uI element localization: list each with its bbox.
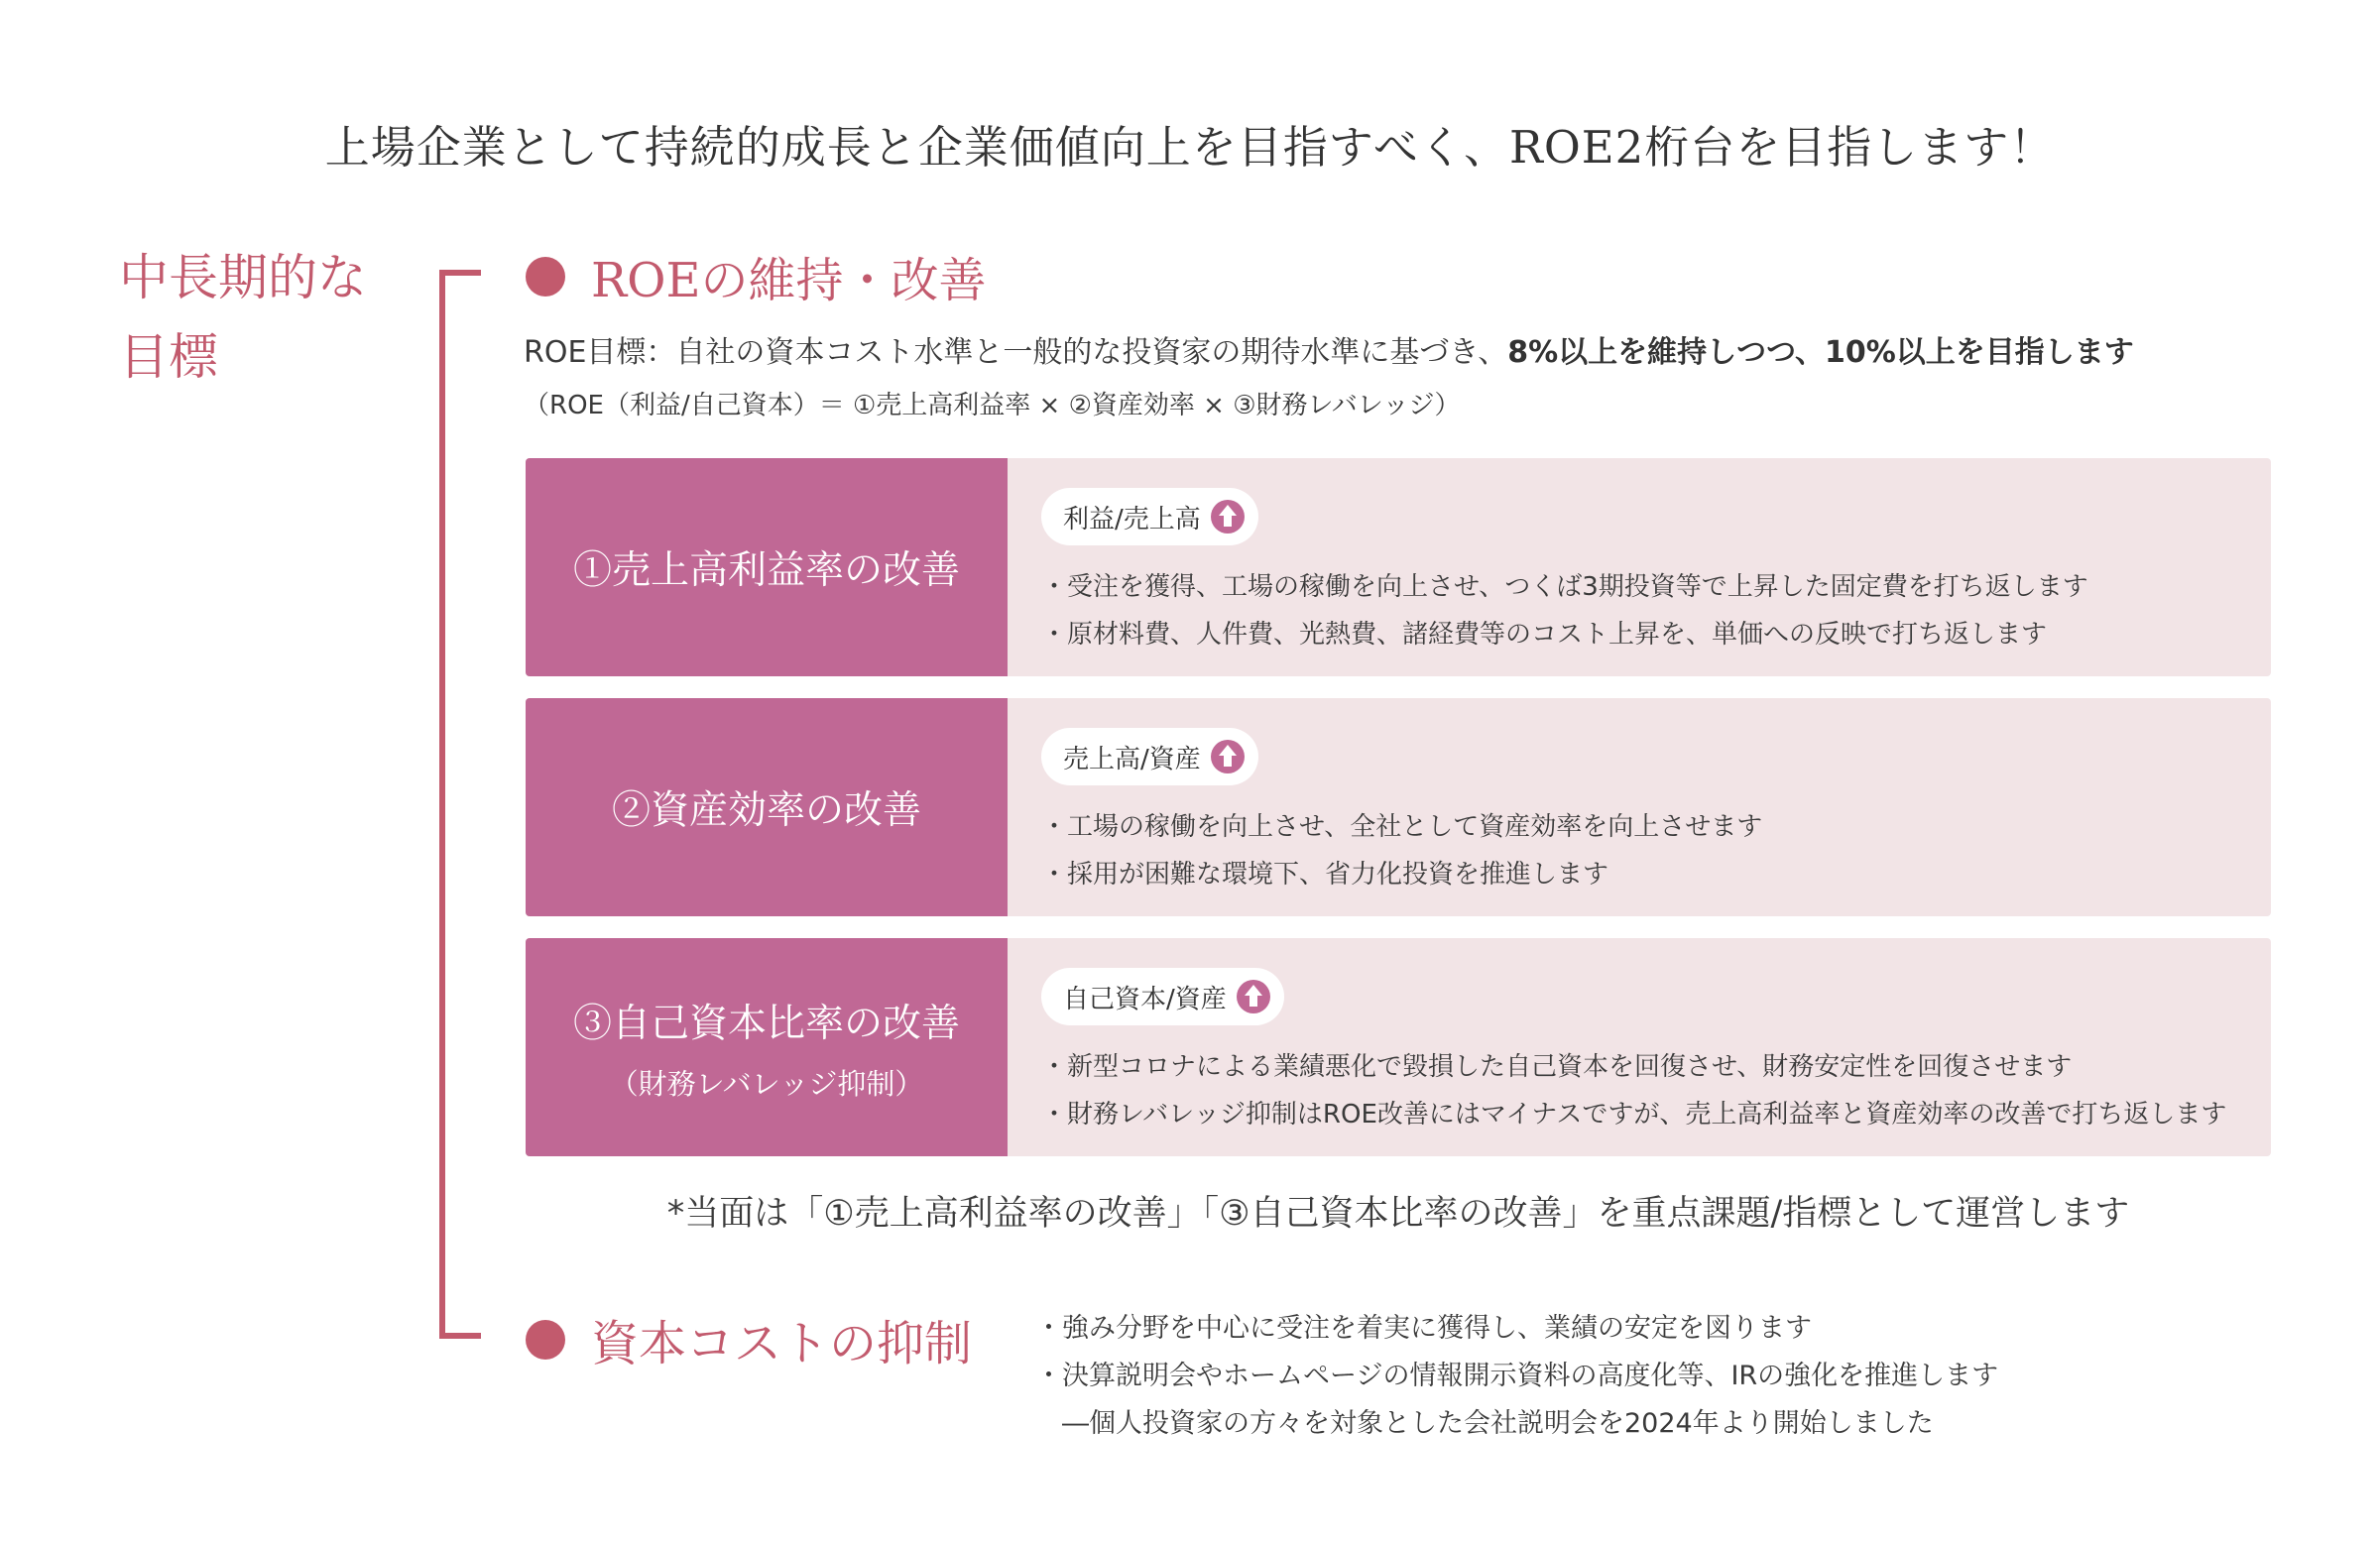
card-3-title-panel — [526, 938, 1008, 1156]
bracket-top-tick — [439, 270, 481, 276]
card-2-metric-badge — [1041, 728, 1258, 785]
roe-goal-text — [524, 327, 2134, 371]
card-1-bullets — [1041, 563, 2088, 658]
card-3-title: ③自己資本比率の改善 — [572, 1001, 960, 1046]
roe-goal-prefix: ROE目標：自社の資本コスト水準と一般的な投資家の期待水準に基づき、 — [524, 335, 1508, 370]
card-2-bullets — [1041, 803, 1762, 898]
improvement-card-1 — [526, 458, 2271, 676]
card-1-metric-badge — [1041, 488, 1258, 545]
arrow-up-circle-icon — [1211, 740, 1245, 774]
list-item: ・受注を獲得、工場の稼働を向上させ、つくば3期投資等で上昇した固定費を打ち返します — [1041, 572, 2088, 602]
card-1-title: ①売上高利益率の改善 — [572, 548, 960, 593]
card-2-title-panel — [526, 698, 1008, 916]
bullet-dot-icon — [526, 257, 565, 297]
card-1-title-panel — [526, 458, 1008, 676]
section-roe-title: ROEの維持・改善 — [591, 253, 987, 308]
card-2-title: ②資産効率の改善 — [611, 788, 921, 833]
card-3-subtitle: （財務レバレッジ抑制） — [609, 1066, 924, 1101]
list-item: ・工場の稼働を向上させ、全社として資産効率を向上させます — [1041, 812, 1763, 842]
arrow-up-circle-icon — [1211, 500, 1245, 534]
left-label-line-2: 目標 — [119, 328, 218, 386]
card-3-metric-badge — [1041, 968, 1284, 1025]
card-2-metric-label: 売上高/資産 — [1063, 744, 1201, 774]
roe-goal-bold: 8%以上を維持しつつ、10%以上を目指します — [1507, 335, 2134, 370]
left-label-line-1: 中長期的な — [119, 249, 367, 306]
list-item: ・強み分野を中心に受注を着実に獲得し、業績の安定を図ります — [1035, 1313, 1812, 1344]
list-item: ―個人投資家の方々を対象とした会社説明会を2024年より開始しました — [1035, 1408, 1934, 1439]
roe-formula: （ROE（利益/自己資本）＝ ①売上高利益率 × ②資産効率 × ③財務レバレッジ） — [524, 391, 1461, 420]
list-item: ・決算説明会やホームページの情報開示資料の高度化等、IRの強化を推進します — [1035, 1361, 1999, 1391]
list-item: ・原材料費、人件費、光熱費、諸経費等のコスト上昇を、単価への反映で打ち返します — [1041, 620, 2048, 650]
section-cost-title: 資本コストの抑制 — [591, 1316, 973, 1371]
list-item: ・新型コロナによる業績悪化で毀損した自己資本を回復させ、財務安定性を回復させます — [1041, 1052, 2073, 1082]
card-1-metric-label: 利益/売上高 — [1063, 504, 1201, 535]
card-3-bullets — [1041, 1043, 2226, 1138]
list-item: ・採用が困難な環境下、省力化投資を推進します — [1041, 860, 1609, 890]
section-cost-heading — [526, 1305, 972, 1373]
priority-note: *当面は「①売上高利益率の改善」「③自己資本比率の改善」を重点課題/指標として運営します — [666, 1194, 2130, 1234]
improvement-card-2 — [526, 698, 2271, 916]
card-3-metric-label: 自己資本/資産 — [1063, 984, 1227, 1014]
headline: 上場企業として持続的成長と企業価値向上を目指すべく、ROE2桁台を目指します！ — [324, 121, 2056, 174]
bracket-bottom-tick — [439, 1333, 481, 1339]
list-item: ・財務レバレッジ抑制はROE改善にはマイナスですが、売上高利益率と資産効率の改善で打ち返します — [1041, 1100, 2227, 1130]
bullet-dot-icon — [526, 1320, 565, 1360]
bracket-vertical-line — [439, 270, 445, 1339]
arrow-up-circle-icon — [1237, 980, 1270, 1013]
mid-long-term-goal-label — [119, 238, 367, 397]
cost-bullets — [1035, 1305, 1998, 1448]
improvement-card-3 — [526, 938, 2271, 1156]
section-roe-heading — [526, 242, 987, 310]
